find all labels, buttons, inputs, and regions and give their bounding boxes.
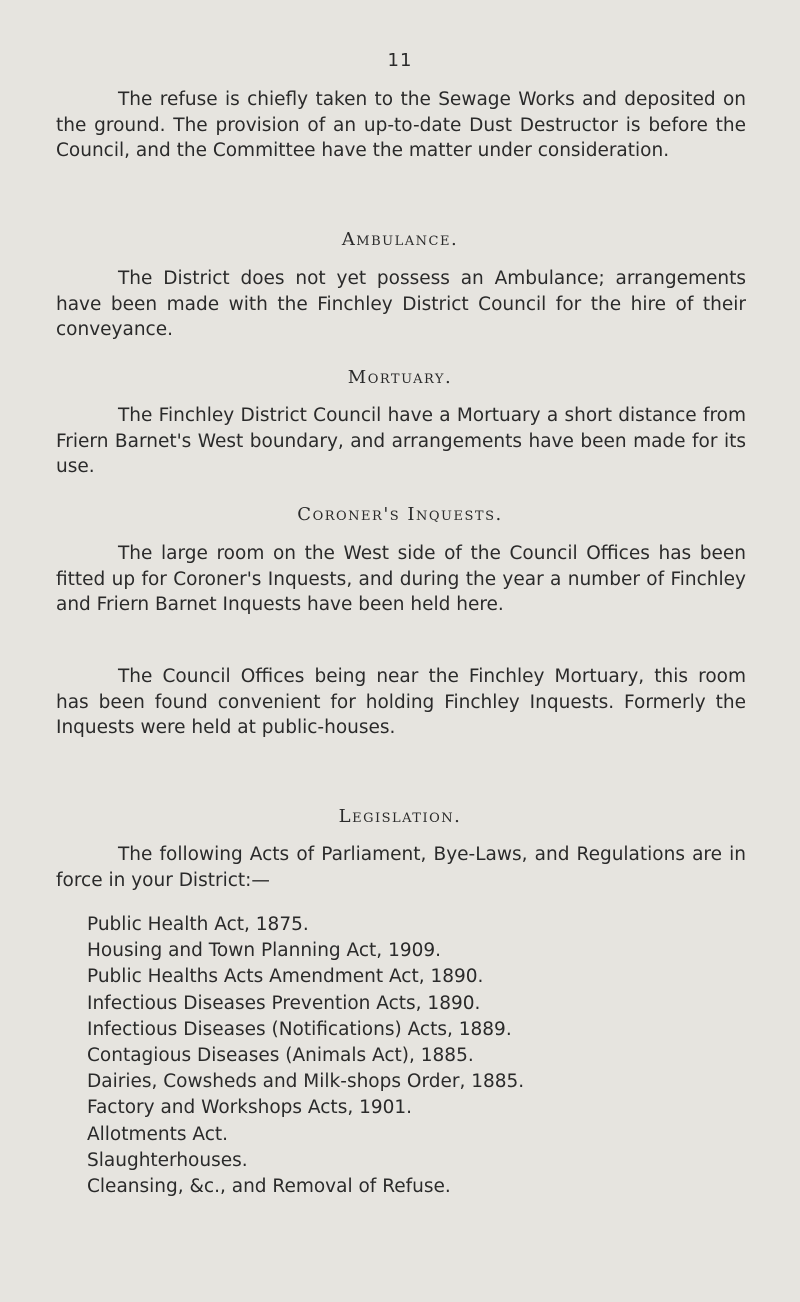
- refuse-section: [56, 87, 746, 164]
- mortuary-heading: Mortuary.: [347, 367, 453, 388]
- legislation-item: Public Healths Acts Amendment Act, 1890.: [87, 966, 484, 988]
- legislation-intro: The following Acts of Parliament, Bye-Laws, and Regulations are in force in your District:—: [56, 844, 746, 891]
- ambulance-heading: Ambulance.: [341, 229, 459, 250]
- inquests-paragraph-1: The large room on the West side of the Council Offices has been fitted up for Coroner's Inquests, and during the year a number of Finchley and Friern Barnet Inquests have been held here.: [56, 543, 746, 615]
- inquests-section: [56, 541, 746, 618]
- inquests-heading: Coroner's Inquests.: [297, 504, 503, 525]
- ambulance-section: [56, 266, 746, 343]
- legislation-item: Dairies, Cowsheds and Milk-shops Order, 1885.: [87, 1071, 525, 1093]
- legislation-item: Cleansing, &c., and Removal of Refuse.: [87, 1176, 451, 1198]
- legislation-item: Public Health Act, 1875.: [87, 914, 309, 935]
- legislation-heading: Legislation.: [338, 806, 462, 827]
- legislation-list: [87, 912, 747, 1200]
- mortuary-paragraph: The Finchley District Council have a Mortuary a short distance from Friern Barnet's West boundary, and arrangements have been made for its use.: [56, 405, 746, 477]
- mortuary-section: [56, 403, 746, 480]
- inquests-paragraph-2: The Council Offices being near the Finchley Mortuary, this room has been found convenient for holding Finchley Inquests. Formerly the Inquests were held at public-houses.: [56, 666, 746, 738]
- legislation-item: Infectious Diseases (Notifications) Acts, 1889.: [87, 1018, 512, 1040]
- legislation-item: Contagious Diseases (Animals Act), 1885.: [87, 1045, 474, 1067]
- legislation-item: Allotments Act.: [87, 1123, 229, 1145]
- legislation-item: Housing and Town Planning Act, 1909.: [87, 940, 442, 962]
- refuse-paragraph: The refuse is chiefly taken to the Sewage Works and deposited on the ground. The provision of an up-to-date Dust Destructor is before the Council, and the Committee have the matter under consideration.: [56, 89, 746, 161]
- legislation-item: Factory and Workshops Acts, 1901.: [87, 1097, 413, 1119]
- legislation-item: Slaughterhouses.: [87, 1149, 248, 1171]
- legislation-intro-section: [56, 842, 746, 893]
- ambulance-paragraph: The District does not yet possess an Ambulance; arrangements have been made with the Finchley District Council for the hire of their conveyance.: [56, 268, 746, 340]
- legislation-item: Infectious Diseases Prevention Acts, 1890.: [87, 992, 481, 1014]
- page-number: 11: [387, 50, 413, 71]
- inquests-section-2: [56, 664, 746, 741]
